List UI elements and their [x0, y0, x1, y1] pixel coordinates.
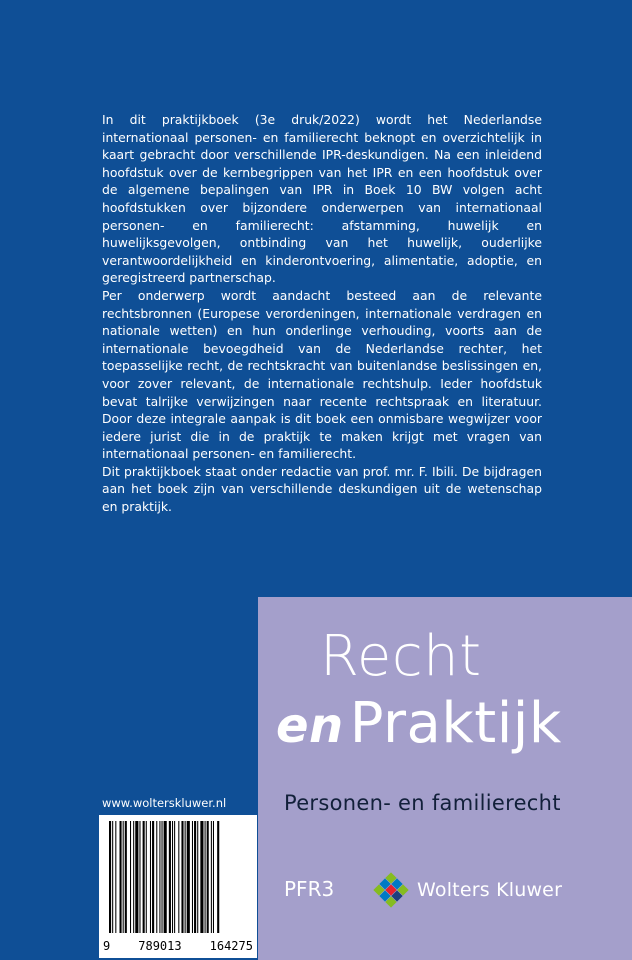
isbn-right-group: 164275 [209, 939, 253, 953]
barcode-bar [185, 821, 186, 933]
barcode-bar [205, 821, 206, 933]
book-subtitle: Personen- en familierecht [284, 791, 561, 815]
barcode-bar [211, 821, 212, 933]
barcode-bar [192, 821, 193, 933]
series-title-praktijk-word: Praktijk [349, 691, 562, 756]
barcode-bar [112, 821, 113, 933]
barcode-bar [125, 821, 127, 933]
barcode-bar [109, 821, 111, 933]
barcode-bar [146, 821, 147, 933]
wolters-kluwer-logo-icon [373, 872, 409, 908]
barcode-bar [159, 821, 160, 933]
barcode-bar [217, 821, 219, 933]
barcode-bar [150, 821, 151, 933]
barcode-bar [187, 821, 190, 933]
barcode-bar [152, 821, 154, 933]
barcode-bar [164, 821, 167, 933]
barcode-bar [156, 821, 157, 933]
barcode-bar [200, 821, 203, 933]
series-title-recht: Recht [320, 624, 482, 689]
barcode-bar [120, 821, 122, 933]
publisher-logo [373, 872, 562, 908]
blurb-paragraph-3: Dit praktijkboek staat onder redactie van prof. mr. F. Ibili. De bijdragen aan het boek zijn van verschillende deskundigen uit de wetenschap en praktijk. [102, 463, 542, 515]
barcode-bar [174, 821, 175, 933]
barcode-bar [213, 821, 214, 933]
barcode-bar [162, 821, 163, 933]
barcode-bar [172, 821, 173, 933]
barcode-bar [178, 821, 179, 933]
blurb-paragraph-1: In dit praktijkboek (3e druk/2022) wordt het Nederlandse internationaal personen- en familierecht beknopt en overzichtelijk in kaart gebracht door verschillende IPR-deskundigen. Na een inleidend hoofdstuk over de kernbegrippen van het IPR en een hoofdstuk over de algemene bepalingen van IPR in Boek 10 BW volgen acht hoofdstukken over bijzondere onderwerpen van internationaal personen- en familierecht: afstamming, huwelijk en huwelijksgevolgen, ontbinding van het huwelijk, ouderlijke verantwoordelijkheid en kinderontvoering, alimentatie, adoptie, en geregistreerd partnerschap. [102, 112, 542, 286]
barcode-bar [169, 821, 171, 933]
barcode-bar [194, 821, 196, 933]
barcode-bar [207, 821, 209, 933]
isbn-first-digit: 9 [103, 939, 111, 953]
barcode-bars [99, 815, 257, 941]
back-cover-blurb [102, 111, 542, 516]
series-title-en: en [276, 698, 344, 754]
blurb-paragraph-2: Per onderwerp wordt aandacht besteed aan de relevante rechtsbronnen (Europese verordeningen, internationale verdragen en nationale wetten) en hun onderlinge verhouding, voorts aan de internationale bevoegdheid van de Nederlandse rechter, het toepasselijke recht, de rechtskracht van buitenlandse beslissingen en, voor zover relevant, de internationale rechtshulp. Ieder hoofdstuk bevat talrijke verwijzingen naar recente rechtspraak en literatuur. Door deze integrale aanpak is dit boek een onmisbare wegwijzer voor iedere jurist die in de praktijk te maken krijgt met vragen van internationaal personen- en familierecht. [102, 287, 542, 462]
isbn-left-group: 789013 [138, 939, 182, 953]
barcode-bar [139, 821, 140, 933]
series-code: PFR3 [284, 877, 335, 901]
barcode-bar [115, 821, 116, 933]
barcode-bar [135, 821, 138, 933]
barcode-bar [181, 821, 183, 933]
barcode-bar [133, 821, 134, 933]
barcode-bar [130, 821, 131, 933]
publisher-name: Wolters Kluwer [417, 879, 563, 901]
publisher-url: www.wolterskluwer.nl [102, 796, 227, 810]
series-title-praktijk [276, 692, 562, 758]
barcode-bar [197, 821, 198, 933]
isbn-number [103, 939, 253, 953]
barcode [99, 815, 257, 958]
barcode-bar [143, 821, 145, 933]
barcode-bar [123, 821, 124, 933]
